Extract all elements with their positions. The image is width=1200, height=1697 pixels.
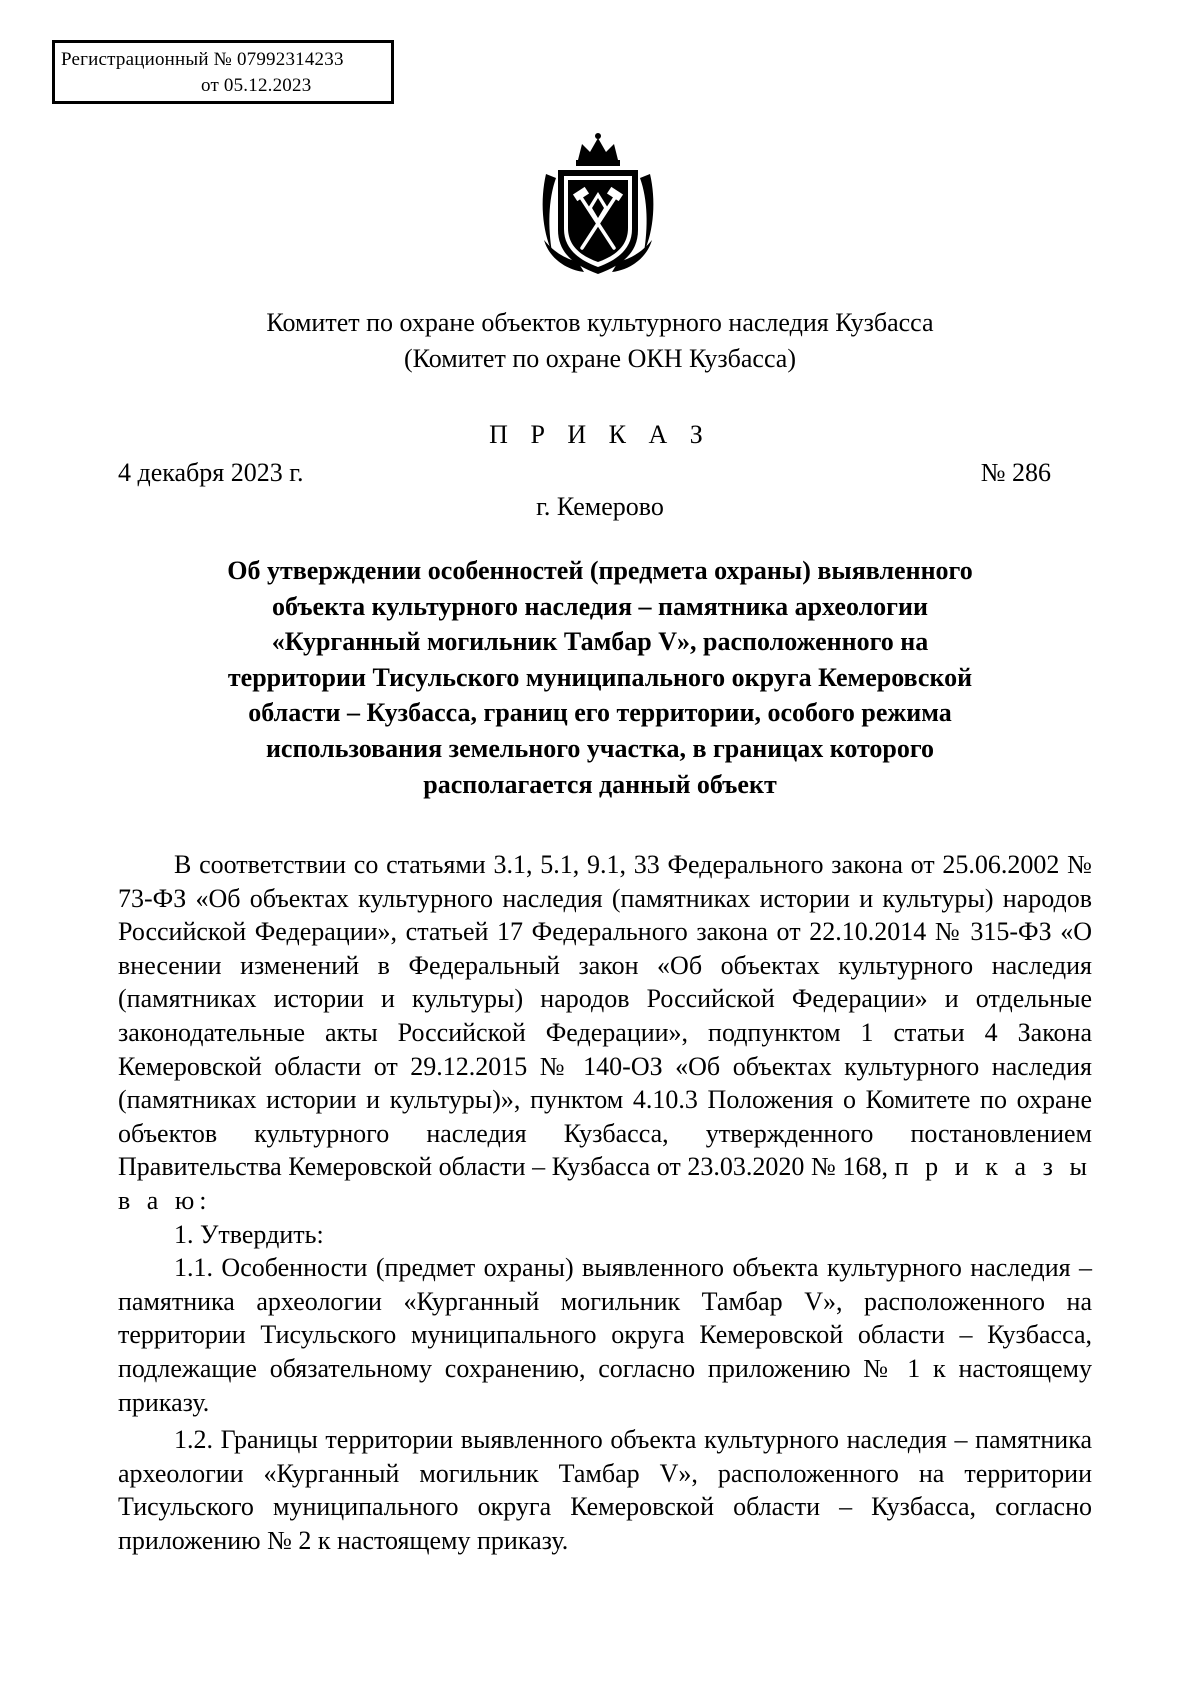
organization-name: Комитет по охране объектов культурного наследия Кузбасса — [266, 308, 934, 337]
order-number: № 286 — [980, 458, 1051, 487]
document-type: П Р И К А З — [489, 420, 711, 449]
item-1: 1. Утвердить: — [174, 1219, 324, 1249]
order-word: п р и к а з ы в а ю: — [118, 1152, 1092, 1215]
registration-stamp — [52, 40, 394, 104]
order-date: 4 декабря 2023 г. — [118, 458, 304, 487]
organization-short-name: (Комитет по охране ОКН Кузбасса) — [403, 344, 797, 373]
order-city: г. Кемерово — [536, 492, 664, 521]
registration-date: от 05.12.2023 — [201, 75, 312, 96]
order-title: Об утверждении особенностей (предмета охраны) выявленного объекта культурного наследия – памятника археологии «Курганный могильник Тамбар V», расположенного на территории Тисульского муниципального округа Кемеровской области – Кузбасса, границ его территории, особого режима использования земельного участка, в границах которого располагается данный объект — [227, 556, 973, 799]
kuzbass-coat-of-arms-icon — [538, 130, 658, 278]
item-1-2: 1.2. Границы территории выявленного объекта культурного наследия – памятника археологии «Курганный могильник Тамбар V», расположенного на территории Тисульского муниципального округа Кемеровской области – Кузбасса, согласно приложению № 2 к настоящему приказу. — [118, 1425, 1092, 1555]
preamble-text: В соответствии со статьями 3.1, 5.1, 9.1, 33 Федерального закона от 25.06.2002 № 73-ФЗ «Об объектах культурного наследия (памятниках истории и культуры) народов Российской Федерации», статьей 17 Федерального закона от 22.10.2014 № 315-ФЗ «О внесении изменений в Федеральный закон «Об объектах культурного наследия (памятниках истории и культуры) народов Российской Федерации» и отдельные законодательные акты Российской Федерации», подпунктом 1 статьи 4 Закона Кемеровской области от 29.12.2015 № 140-ОЗ «Об объектах культурного наследия (памятниках истории и культуры)», пунктом 4.10.3 Положения о Комитете по охране объектов культурного наследия Кузбасса, утвержденного постановлением Правительства Кемеровской области – Кузбасса от 23.03.2020 № 168, — [118, 850, 1092, 1182]
registration-number: Регистрационный № 07992314233 — [61, 49, 344, 70]
item-1-1: 1.1. Особенности (предмет охраны) выявленного объекта культурного наследия – памятника археологии «Курганный могильник Тамбар V», расположенного на территории Тисульского муниципального округа Кемеровской области – Кузбасса, подлежащие обязательному сохранению, согласно приложению № 1 к настоящему приказу. — [118, 1253, 1092, 1417]
organization-header — [0, 305, 1200, 377]
preamble-paragraph — [118, 848, 1092, 1218]
order-body — [118, 848, 1092, 1557]
